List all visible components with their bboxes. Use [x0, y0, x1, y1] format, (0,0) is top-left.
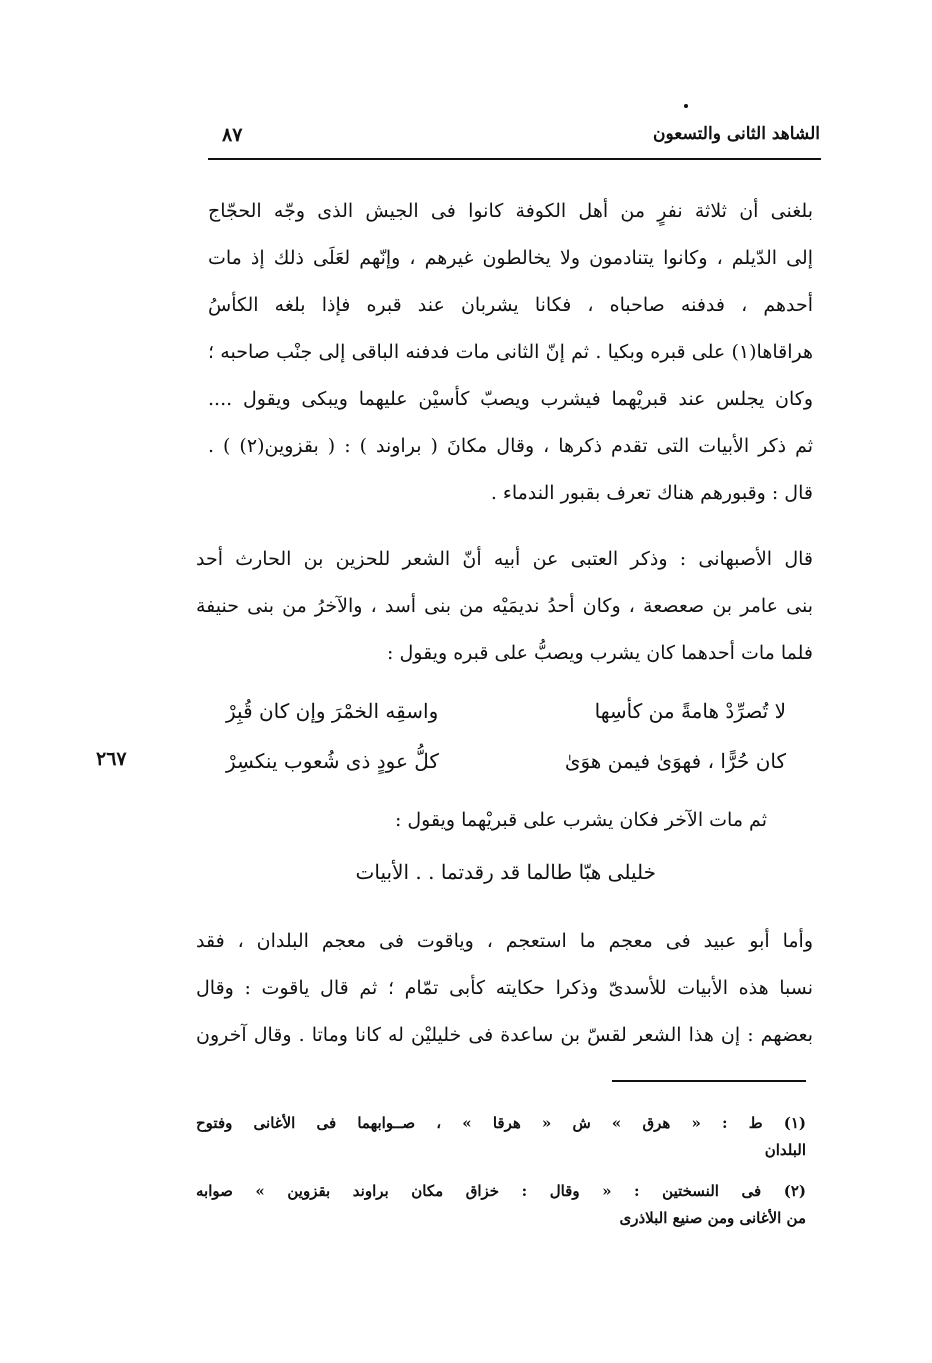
footnote-line: (١) ط : « هرق » ش « هرقا » ، صــوابهما فى الأغانى وفتوح: [196, 1114, 806, 1132]
page-number: ٨٧: [222, 124, 243, 146]
footnote-1: [196, 1110, 806, 1164]
footnote-line: البلدان: [764, 1141, 806, 1159]
footnote-line: (٢) فى النسختين : « وقال : خزاق مكان براوند بقزوين » صوابه: [196, 1182, 806, 1200]
margin-number: ٢٦٧: [96, 748, 127, 770]
text-line: نسبا هذه الأبيات للأسدىّ وذكرا حكايته كأبى تمّام ؛ ثم قال ياقوت : وقال: [196, 977, 813, 999]
text-line: قال : وقبورهم هناك تعرف بقبور الندماء .: [490, 482, 813, 504]
paragraph-3: [196, 918, 813, 1059]
footnote-line: من الأغانى ومن صنيع البلاذرى: [619, 1209, 806, 1227]
text-line: وأما أبو عبيد فى معجم ما استعجم ، وياقوت فى معجم البلدان ، فقد: [196, 930, 813, 952]
ink-dot: [684, 104, 688, 108]
verse-line: [226, 736, 786, 786]
paragraph-2: [196, 536, 813, 677]
text-line: قال الأصبهانى : وذكر العتبى عن أبيه أنّ الشعر للحزين بن الحارث أحد: [196, 548, 813, 570]
footnote-2: [196, 1178, 806, 1232]
running-header-title: الشاهد الثانى والتسعون: [653, 124, 820, 144]
footnote-rule: [612, 1080, 806, 1082]
text-line: هراقاها(١) على قبره وبكيا . ثم إنّ الثانى مات فدفنه الباقى إلى جنْب صاحبه ؛: [208, 341, 813, 363]
verse-second-hemistich: كلُّ عودٍ ذى شُعوب ينكسِرْ: [226, 749, 439, 773]
text-line: فلما مات أحدهما كان يشرب ويصبُّ على قبره ويقول :: [387, 642, 813, 664]
verse-first-hemistich: لا تُصرِّدْ هامةً من كأسِها: [594, 699, 786, 723]
verse-quote: خليلى هبّا طالما قد رقدتما . . الأبيات: [355, 860, 656, 884]
text-line: ثم ذكر الأبيات التى تقدم ذكرها ، وقال مكانَ ( براوند ) : ( بقزوين(٢) ) .: [208, 435, 813, 457]
text-line: وكان يجلس عند قبريْهما فيشرب ويصبّ كأسيْن عليهما ويبكى ويقول ....: [208, 388, 813, 410]
verse-block: [226, 686, 786, 786]
verse-first-hemistich: كان حُرًّا ، فهوَىٰ فيمن هوَىٰ: [564, 749, 786, 773]
text-line-after-verse: ثم مات الآخر فكان يشرب على قبريْهما ويقول :: [394, 809, 767, 831]
text-line: بنى عامر بن صعصعة ، وكان أحدُ نديمَيْه من بنى أسد ، والآخرُ من بنى حنيفة: [196, 595, 813, 617]
text-line: إلى الدّيلم ، وكانوا يتنادمون ولا يخالطون غيرهم ، وإنّهم لعَلَى ذلك إذ مات: [208, 247, 813, 269]
header-rule: [208, 158, 821, 160]
text-line: بعضهم : إن هذا الشعر لقسّ بن ساعدة فى خليليْن له كانا وماتا . وقال آخرون: [196, 1024, 813, 1046]
verse-line: [226, 686, 786, 736]
verse-second-hemistich: واسقِه الخمْرَ وإن كان قُبِرْ: [226, 699, 439, 723]
text-line: أحدهم ، فدفنه صاحباه ، فكانا يشربان عند قبره فإذا بلغه الكأسُ: [208, 294, 813, 316]
paragraph-1: [208, 188, 813, 517]
text-line: بلغنى أن ثلاثة نفرٍ من أهل الكوفة كانوا فى الجيش الذى وجّه الحجّاج: [208, 200, 813, 222]
